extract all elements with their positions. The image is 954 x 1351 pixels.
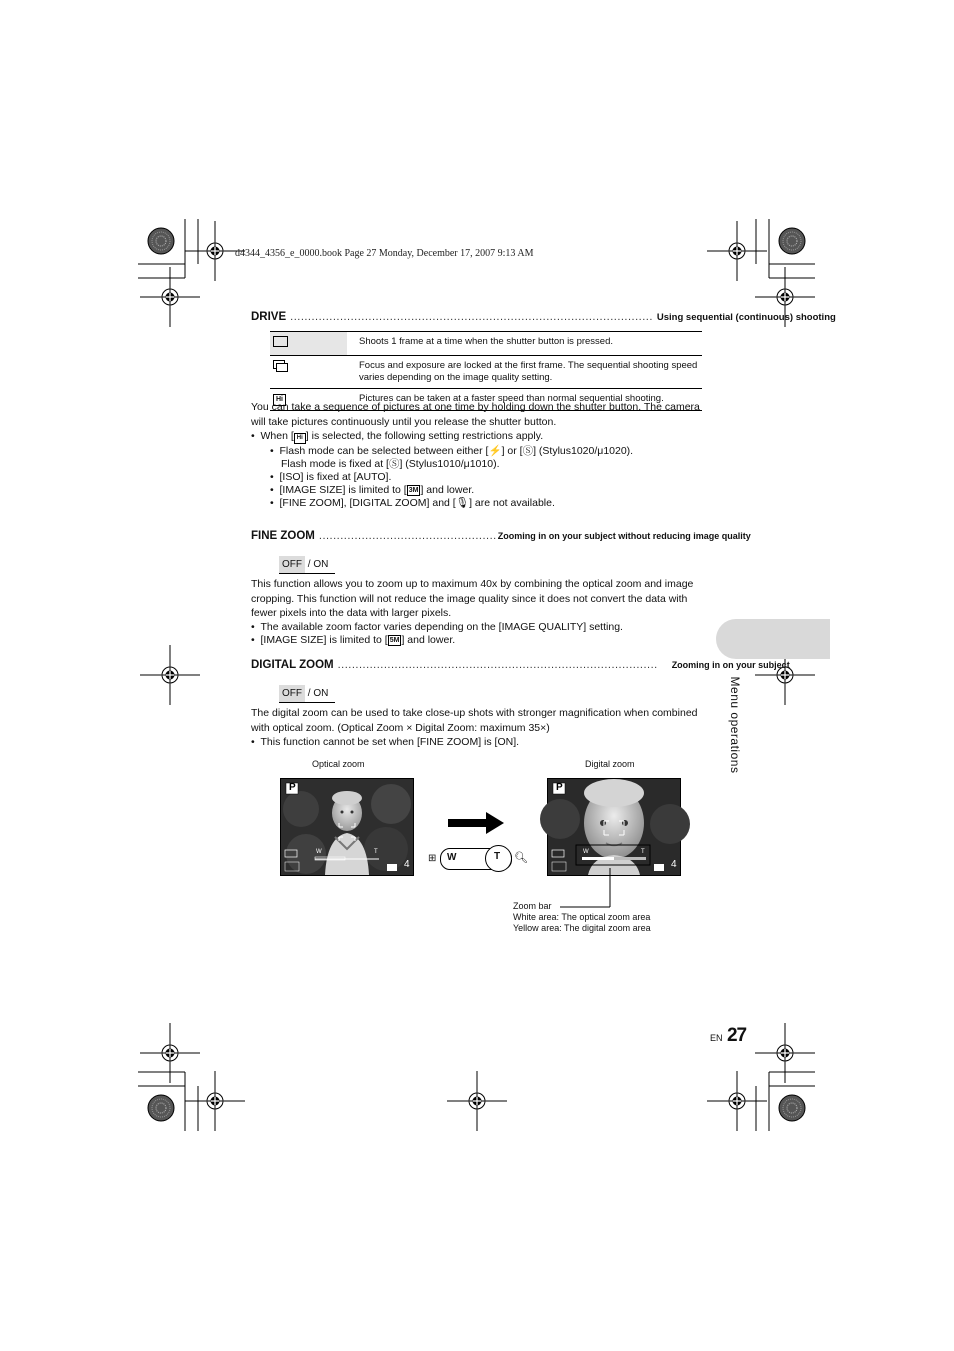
optical-zoom-caption: Optical zoom — [312, 759, 365, 769]
option-on: / ON — [305, 688, 329, 699]
sequential-icon — [273, 360, 288, 372]
drive-heading — [251, 311, 836, 327]
fine-zoom-options — [279, 556, 335, 574]
option-off: OFF — [279, 556, 305, 573]
leader-dots: ...................................................................................................... — [290, 311, 653, 323]
page-number-value: 27 — [726, 1025, 747, 1046]
drive-row-text: Shoots 1 frame at a time when the shutter button is pressed. — [347, 332, 702, 356]
image-size-5m-icon: 5M — [389, 637, 400, 644]
fine-zoom-bullet-1: • The available zoom factor varies depending on the [IMAGE QUALITY] setting. — [251, 621, 623, 633]
zoom-bar-label: Zoom bar — [513, 901, 552, 911]
page-number — [710, 1025, 746, 1047]
digital-zoom-heading — [251, 659, 790, 675]
zoom-bar-t-label: T — [641, 849, 645, 855]
digital-zoom-options — [279, 685, 335, 703]
drive-flash-bullet-2: Flash mode is fixed at [Ⓢ] (Stylus1010/μ1010). — [281, 458, 500, 470]
drive-row-text: Focus and exposure are locked at the first frame. The sequential shooting speed varies depending on the image quality setting. — [347, 356, 702, 389]
flash-off-icon: Ⓢ — [522, 445, 534, 457]
drive-zoom-bullet: • [FINE ZOOM], [DIGITAL ZOOM] and [🎙] are not available. — [270, 497, 555, 509]
microphone-icon: 🎙 — [455, 497, 470, 509]
drive-size-bullet: • [IMAGE SIZE] is limited to [ 3M ] and lower. — [270, 484, 475, 496]
print-file-header: d4344_4356_e_0000.book Page 27 Monday, December 17, 2007 9:13 AM — [235, 248, 534, 259]
magnifier-icon: 🔍︎ — [514, 852, 528, 864]
leader-dots: .......................................................................................... — [337, 659, 658, 671]
zoom-lever — [427, 845, 529, 873]
high-speed-sequential-icon: Hi — [273, 394, 286, 406]
zoom-bar-caption — [513, 901, 651, 934]
optical-zoom-photo — [281, 779, 413, 875]
fine-zoom-description: Zooming in on your subject without reducing image quality — [497, 531, 751, 541]
frames-remaining: 4 — [404, 859, 410, 870]
option-off: OFF — [279, 685, 305, 702]
fine-zoom-bullet-2: • [IMAGE SIZE] is limited to [ 5M ] and lower. — [251, 634, 456, 646]
chapter-side-label: Menu operations — [728, 676, 742, 774]
optical-zoom-screen — [280, 778, 414, 876]
yellow-area-label: Yellow area: The digital zoom area — [513, 923, 651, 933]
drive-row-text: Pictures can be taken at a faster speed than normal sequential shooting. — [347, 389, 702, 411]
drive-title: DRIVE — [251, 311, 287, 323]
flash-auto-icon: ⚡ — [488, 445, 502, 457]
table-row — [270, 332, 702, 356]
white-area-label: White area: The optical zoom area — [513, 912, 651, 922]
single-frame-icon — [273, 336, 288, 347]
drive-bullet-when: • When [ Hi ] is selected, the following setting restrictions apply. — [251, 430, 544, 442]
lever-t-label: T — [494, 851, 501, 862]
digital-zoom-caption: Digital zoom — [585, 759, 635, 769]
zoom-bar-t-label: T — [374, 849, 378, 855]
digital-zoom-paragraph: The digital zoom can be used to take close-up shots with stronger magnification when combined with optical zoom. (Optical Zoom × Digital Zoom: maximum 35×) — [251, 707, 698, 734]
digital-zoom-description: Zooming in on your subject — [671, 660, 790, 670]
program-mode-label: P — [289, 782, 296, 793]
frames-remaining: 4 — [671, 859, 677, 870]
fine-zoom-paragraph: This function allows you to zoom up to maximum 40x by combining the optical zoom and image cropping. This function will not reduce the image quality since it does not convert the data with fewer pixels into the data with larger pixels. — [251, 578, 694, 619]
drive-options-table — [270, 331, 702, 411]
leader-dots: .................................................. — [318, 530, 497, 542]
digital-zoom-bullet-1: • This function cannot be set when [FINE ZOOM] is [ON]. — [251, 736, 520, 748]
drive-paragraph: You can take a sequence of pictures at one time by holding down the shutter button. The camera will take pictures continuously until you release the shutter button. — [251, 401, 700, 428]
high-speed-sequential-icon: Hi — [294, 433, 306, 444]
lever-w-label: W — [447, 852, 457, 863]
program-mode-label: P — [556, 782, 563, 793]
image-size-3m-icon: 3M — [408, 487, 419, 494]
wide-grid-icon: ⊞ — [428, 853, 437, 864]
language-code: EN — [710, 1033, 723, 1043]
drive-iso-bullet: • [ISO] is fixed at [AUTO]. — [270, 471, 392, 483]
fine-zoom-title: FINE ZOOM — [251, 530, 315, 542]
right-arrow-icon — [446, 811, 506, 837]
zoom-bar-w-label: W — [316, 849, 322, 855]
fine-zoom-heading — [251, 530, 751, 546]
option-on: / ON — [305, 559, 329, 570]
flash-off-icon: Ⓢ — [388, 458, 400, 470]
zoom-arrow — [446, 811, 506, 837]
drive-flash-bullet: • Flash mode can be selected between either [⚡] or [Ⓢ] (Stylus1020/μ1020). — [270, 445, 634, 457]
digital-zoom-title: DIGITAL ZOOM — [251, 659, 334, 671]
zoom-bar-w-label: W — [583, 849, 589, 855]
drive-description: Using sequential (continuous) shooting — [656, 312, 836, 323]
table-row — [270, 356, 702, 389]
